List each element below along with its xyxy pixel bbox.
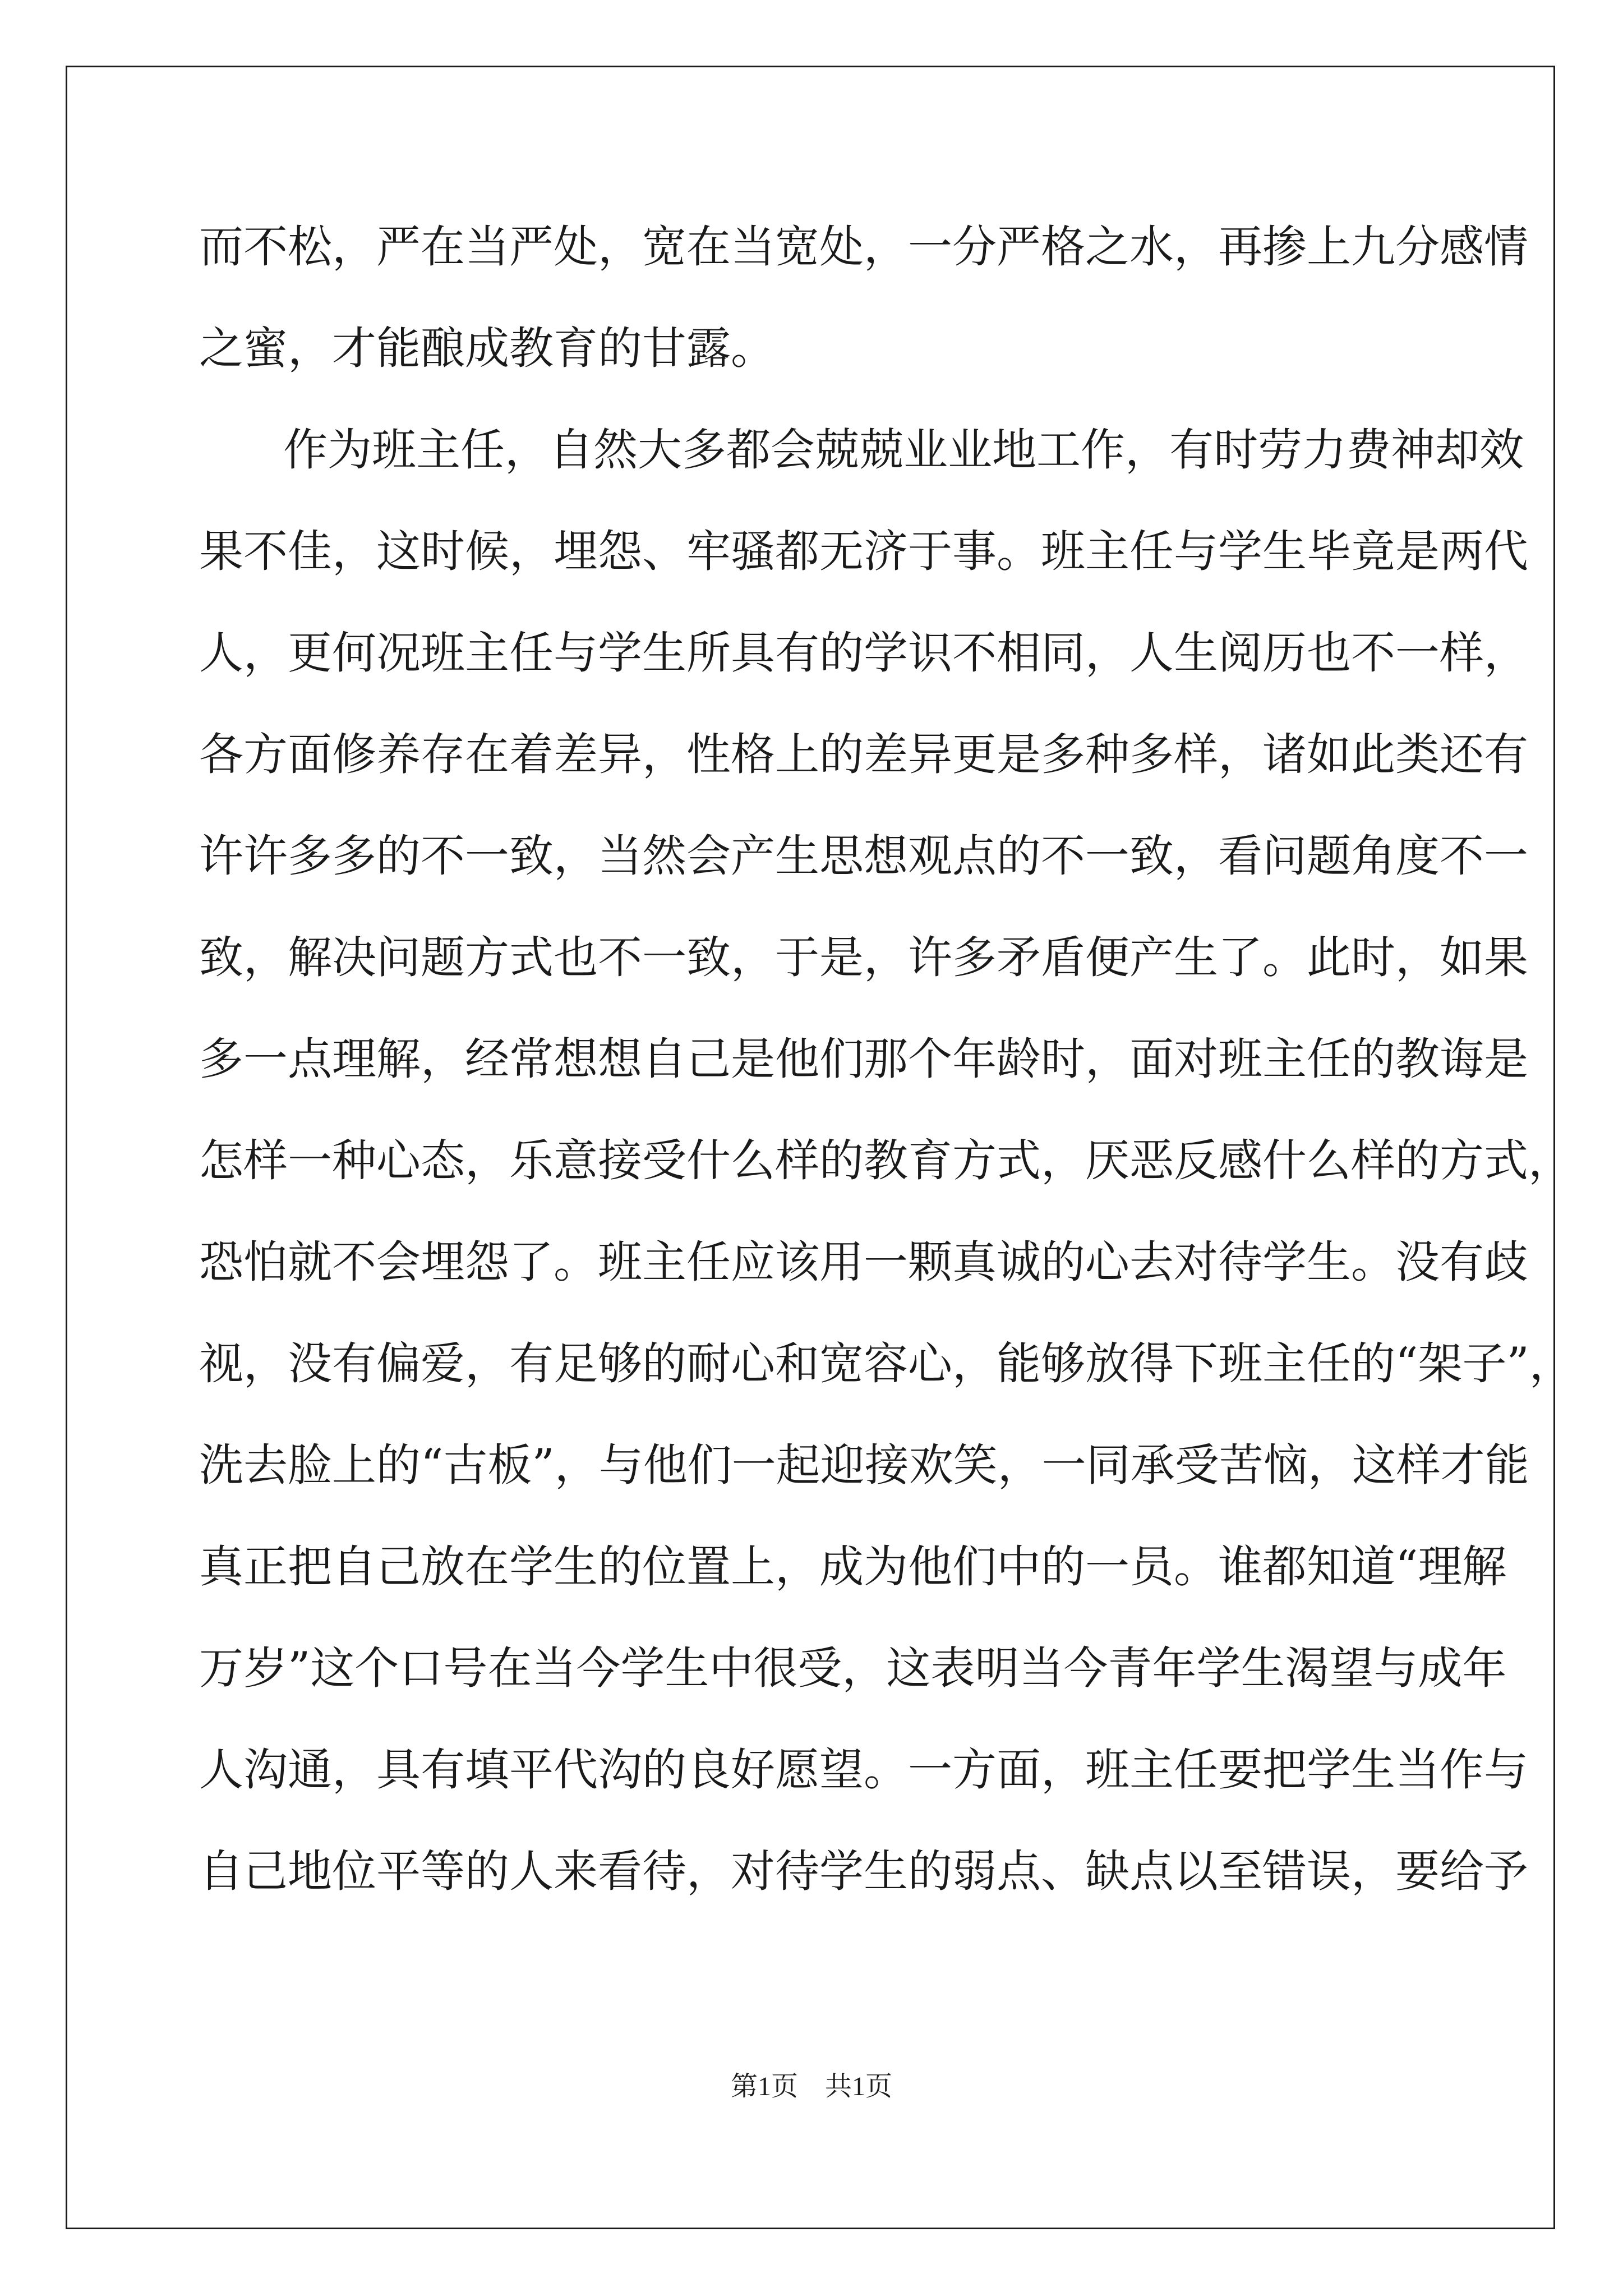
text-line: 人沟通，具有填平代沟的良好愿望。一方面，班主任要把学生当作与 [199, 1744, 1528, 1796]
text-line: 之蜜，才能酿成教育的甘露。 [199, 323, 775, 374]
text-line: 怎样一种心态，乐意接受什么样的教育方式，厌恶反感什么样的方式， [199, 1135, 1573, 1186]
text-line: 人，更何况班主任与学生所具有的学识不相同，人生阅历也不一样， [199, 627, 1528, 679]
text-line: 自己地位平等的人来看待，对待学生的弱点、缺点以至错误，要给予 [199, 1846, 1528, 1897]
text-line: 多一点理解，经常想想自己是他们那个年龄时，面对班主任的教诲是 [199, 1033, 1528, 1085]
text-line: 果不佳，这时候，埋怨、牢骚都无济于事。班主任与学生毕竟是两代 [199, 526, 1528, 577]
text-line: 各方面修养存在着差异，性格上的差异更是多种多样，诸如此类还有 [199, 729, 1528, 780]
page-number: 第1页 共1页 [730, 2072, 892, 2101]
text-line: 恐怕就不会埋怨了。班主任应该用一颗真诚的心去对待学生。没有歧 [199, 1236, 1528, 1288]
document-body [199, 213, 1574, 1939]
text-line: 许许多多的不一致，当然会产生思想观点的不一致，看问题角度不一 [199, 830, 1528, 882]
paragraph-start-line: 作为班主任，自然大多都会兢兢业业地工作，有时劳力费神却效 [283, 424, 1524, 476]
text-line: 致，解决问题方式也不一致，于是，许多矛盾便产生了。此时，如果 [199, 932, 1528, 983]
text-line: 而不松，严在当严处，宽在当宽处，一分严格之水，再掺上九分感情 [199, 221, 1528, 273]
text-line: 真正把自己放在学生的位置上，成为他们中的一员。谁都知道“理解 [199, 1541, 1507, 1593]
text-line: 视，没有偏爱，有足够的耐心和宽容心，能够放得下班主任的“架子”， [199, 1338, 1574, 1389]
text-line: 洗去脸上的“古板”，与他们一起迎接欢笑，一同承受苦恼，这样才能 [199, 1439, 1529, 1491]
text-line: 万岁”这个口号在当今学生中很受，这表明当今青年学生渴望与成年 [199, 1642, 1507, 1694]
